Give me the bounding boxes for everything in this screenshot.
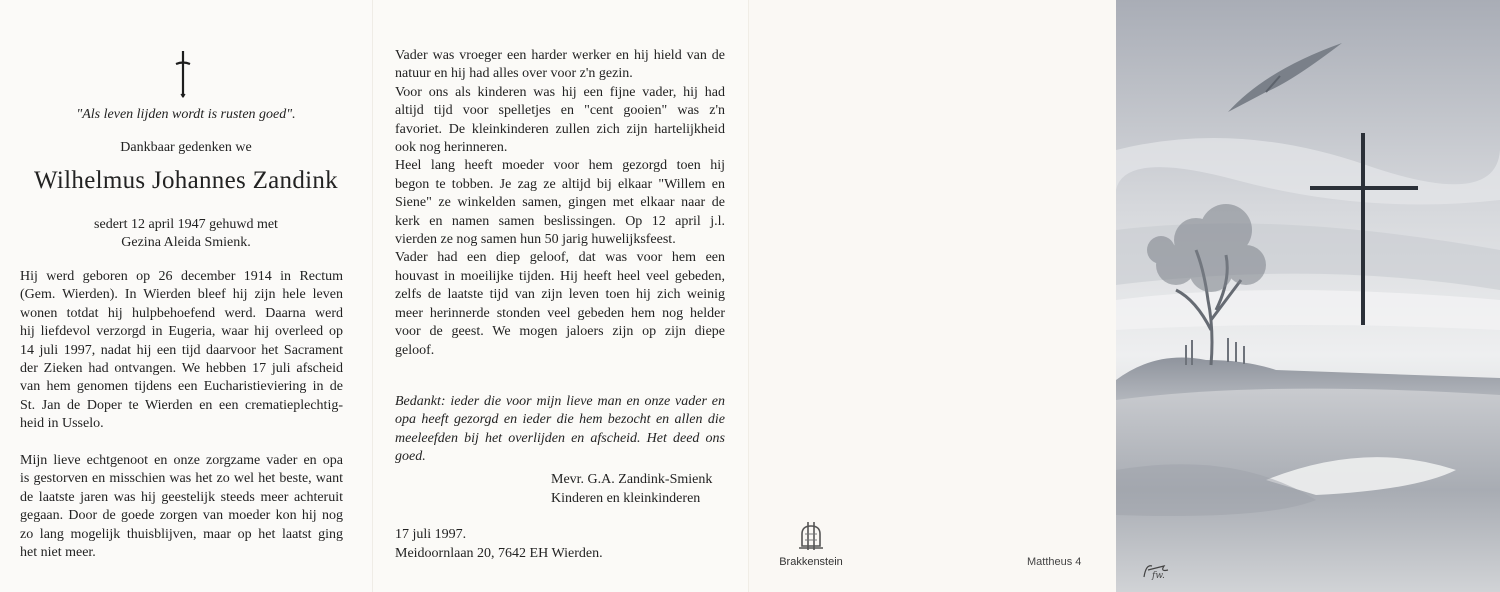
text-line: Mijn lieve echtgenoot en onze zorgzame vader en opa [20,453,343,468]
verse-reference: Mattheus 4 [1027,556,1082,568]
text-line: (Gem. Wierden). In Wierden bleef hij zijn hele leven [20,287,343,303]
text-line: opa heeft gezorgd en ieder die hem bezocht en allen die [395,412,725,428]
text-line: 14 juli 1997, nadat hij een tijd daarvoor het Sacrament [20,342,343,358]
text-line: van hem genomen tijdens een Eucharistieviering in de [20,379,343,395]
landscape-illustration [1116,0,1500,592]
intro-text: Dankbaar gedenken we [120,140,252,155]
text-line: voor de geest. We mogen jaloers zijn op zijn diepe [395,324,725,340]
text-line: begon te tobben. Je zag ze altijd bij elkaar "Willem en [395,176,725,192]
text-line: meer herinnerde stonden veel gebeden hem nog helder [395,305,725,321]
text-line: ook nog herinneren. [395,140,508,156]
text-line: kerk en namen samen beslissingen. Op 12 april j.l. [395,213,725,229]
text-line: Bedankt: ieder die voor mijn lieve man en onze vader en [395,394,725,409]
text-line: natuur en hij had alles over voor z'n gezin. [395,66,633,82]
text-line: Voor ons als kinderen was hij een fijne vader, hij had [395,84,725,100]
text-line: gegaan. Door de goede zorgen van moeder kon hij nog [20,508,343,524]
thanks-note [395,393,725,467]
address: Meidoornlaan 20, 7642 EH Wierden. [395,545,603,561]
text-line: Siene" ze winkelden samen, gingen met elkaar naar de [395,195,725,211]
text-line: zo lang mogelijk thuisblijven, maar op het laatst ging [20,526,343,542]
text-line: het niet meer. [20,545,96,561]
date-address [395,526,603,563]
text-line: zelfs de laatste tijd van zijn leven toen hij zich weinig [395,287,725,303]
publisher-logo-icon [797,520,825,554]
text-line: hij liefdevol verzorgd in Eugeria, waar hij overleed op [20,324,343,340]
text-line: Heel lang heeft moeder voor hem gezorgd toen hij [395,158,725,174]
text-line: houvast in moeilijke tijden. Hij heeft heel veel gebeden, [395,268,725,284]
deceased-name: Wilhelmus Johannes Zandink [34,167,338,194]
marriage-line: sedert 12 april 1947 gehuwd met [94,217,278,232]
card-date: 17 juli 1997. [395,527,467,542]
signature-block [551,470,712,508]
text-line: der Zieken had ontvangen. We hebben 17 juli afscheid [20,361,343,377]
back-panel [748,0,1116,592]
text-line: heid in Usselo. [20,416,104,432]
family-line: Kinderen en kleinkinderen [551,491,701,506]
text-line: Vader was vroeger een harder werker en hij hield van de [395,48,725,63]
text-line: is gestorven en misschien was het zo wel het beste, want [20,471,343,487]
artist-signature: fw. [1152,571,1165,581]
biography-continued [20,452,343,562]
text-line: geloof. [395,342,435,358]
text-line: St. Jan de Doper te Wierden en een crematieplechtig- [20,397,343,413]
text-line: favoriet. De kleinkinderen zullen zich zijn hartelijkheid [395,121,725,137]
text-line: Hij werd geboren op 26 december 1914 in Rectum [20,269,343,284]
artwork-panel [1116,0,1500,592]
inside-panel [372,0,748,592]
cross-icon [172,50,194,98]
biography [20,268,343,434]
text-line: wonen totdat hij hulpbehoefend werd. Daarna werd [20,305,343,321]
widow-name: Mevr. G.A. Zandink-Smienk [551,472,713,487]
text-line: Vader had een diep geloof, dat was voor hem een [395,250,725,266]
text-line: altijd tijd voor spelletjes en "cent gooien" was z'n [395,103,725,119]
marriage-info [0,216,372,252]
text-line: de laatste jaren was hij geestelijk steeds meer achteruit [20,489,343,505]
spouse-name: Gezina Aleida Smienk. [121,235,251,250]
front-panel [0,0,372,592]
publisher-name: Brakkenstein [779,556,843,568]
motto: "Als leven lijden wordt is rusten goed". [76,107,296,122]
text-line: vierden ze nog samen hun 50 jarig huwelijksfeest. [395,232,676,248]
text-line: meeleefden bij het overlijden en afscheid. Het deed ons goed. [395,430,725,465]
memorial-text [395,47,725,360]
